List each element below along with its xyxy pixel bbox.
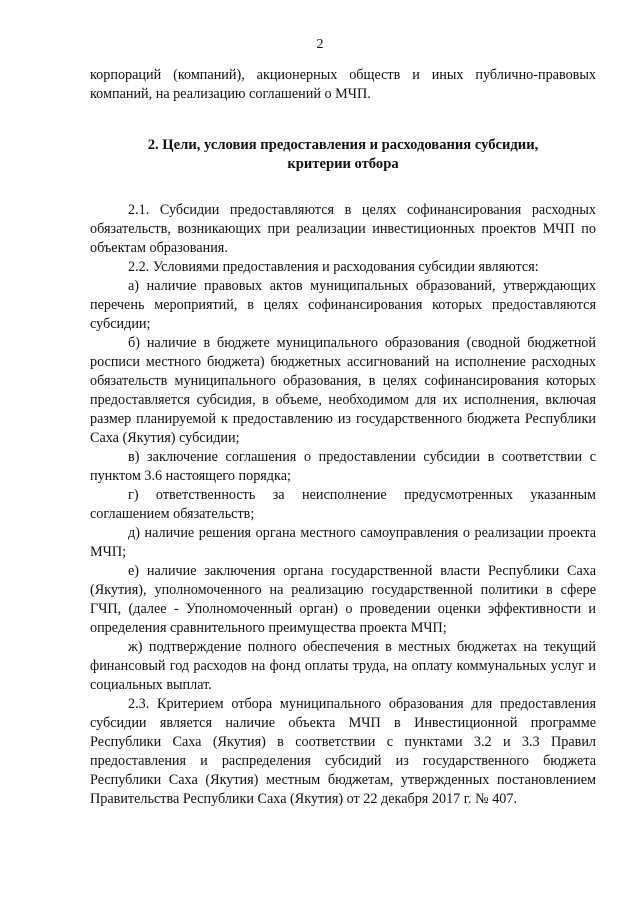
section-heading-line-1: 2. Цели, условия предоставления и расходования субсидии, (147, 137, 539, 153)
paragraph-2-2-g: г) ответственность за неисполнение предусмотренных указанным соглашением обязательств; (90, 487, 596, 522)
intro-paragraph: корпораций (компаний), акционерных обществ и иных публично-правовых компаний, на реализацию соглашений о МЧП. (90, 67, 596, 102)
section-heading (90, 136, 596, 174)
paragraph-2-2-e: е) наличие заключения органа государственной власти Республики Саха (Якутия), уполномоченного на реализацию государственной политики в сфере ГЧП, (далее - Уполномоченный орган) о проведении оценки эффективности и определения сравнительного преимущества проекта МЧП; (90, 563, 596, 636)
paragraph-2-2-d: д) наличие решения органа местного самоуправления о реализации проекта МЧП; (90, 525, 596, 560)
section-heading-line-2: критерии отбора (287, 156, 399, 172)
paragraph-2-2-v: в) заключение соглашения о предоставлении субсидии в соответствии с пунктом 3.6 настоящего порядка; (90, 449, 596, 484)
paragraph-2-2: 2.2. Условиями предоставления и расходования субсидии являются: (128, 259, 539, 275)
paragraph-2-2-a: а) наличие правовых актов муниципальных образований, утверждающих перечень мероприятий, в целях софинансирования которых предоставляются субсидии; (90, 278, 596, 332)
paragraph-2-2-b: б) наличие в бюджете муниципального образования (сводной бюджетной росписи местного бюджета) бюджетных ассигнований на исполнение расходных обязательств муниципального образования, в целях софинансирования которых предоставляется субсидия, в объеме, необходимом для их исполнения, включая размер планируемой к предоставлению из государственного бюджета Республики Саха (Якутия) субсидии; (90, 335, 596, 446)
document-body (90, 66, 596, 809)
paragraph-2-1: 2.1. Субсидии предоставляются в целях софинансирования расходных обязательств, возникающих при реализации инвестиционных проектов МЧП по объектам образования. (90, 202, 596, 256)
paragraph-2-2-zh: ж) подтверждение полного обеспечения в местных бюджетах на текущий финансовый год расходов на фонд оплаты труда, на оплату коммунальных услуг и социальных выплат. (90, 639, 596, 693)
paragraph-2-3: 2.3. Критерием отбора муниципального образования для предоставления субсидии является наличие объекта МЧП в Инвестиционной программе Республики Саха (Якутия) в соответствии с пунктами 3.2 и 3.3 Правил предоставления и распределения субсидий из государственного бюджета Республики Саха (Якутия) местным бюджетам, утвержденных постановлением Правительства Республики Саха (Якутия) от 22 декабря 2017 г. № 407. (90, 696, 596, 807)
page-number: 2 (316, 37, 324, 52)
